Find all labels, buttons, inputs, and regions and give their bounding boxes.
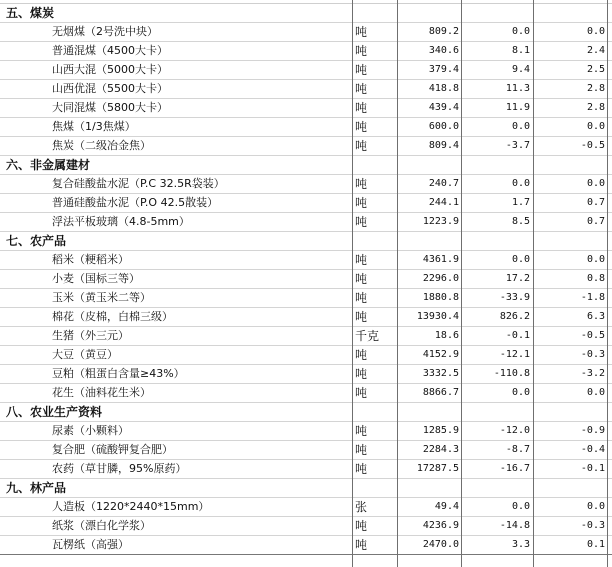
- price-cell: 2284.3: [422, 444, 459, 455]
- table-row: [0, 517, 612, 536]
- price-cell: 244.1: [428, 197, 459, 208]
- product-name: 焦煤（1/3焦煤）: [52, 120, 136, 133]
- percent-change-cell: 2.4: [586, 45, 605, 56]
- price-cell: 240.7: [428, 178, 459, 189]
- change-cell: 0.0: [511, 254, 530, 265]
- price-cell: 4361.9: [422, 254, 459, 265]
- column-divider: [352, 0, 353, 567]
- product-name: 山西优混（5500大卡）: [52, 82, 168, 95]
- unit-cell: 吨: [355, 120, 368, 134]
- product-name: 花生（油料花生米）: [52, 386, 151, 399]
- change-cell: -0.1: [505, 330, 530, 341]
- change-cell: 11.3: [505, 83, 530, 94]
- category-row: [0, 232, 612, 251]
- price-cell: 1285.9: [422, 425, 459, 436]
- product-name: 复合硅酸盐水泥（P.C 32.5R袋装）: [52, 177, 225, 190]
- category-row: [0, 479, 612, 498]
- product-name: 普通硅酸盐水泥（P.O 42.5散装）: [52, 196, 219, 209]
- price-cell: 2296.0: [422, 273, 459, 284]
- price-cell: 4152.9: [422, 349, 459, 360]
- price-cell: 600.0: [428, 121, 459, 132]
- change-cell: 1.7: [511, 197, 530, 208]
- price-cell: 2470.0: [422, 539, 459, 550]
- product-name: 生猪（外三元）: [52, 329, 129, 342]
- percent-change-cell: -0.3: [580, 520, 605, 531]
- category-title: 六、非金属建材: [6, 158, 91, 172]
- category-row: [0, 156, 612, 175]
- unit-cell: 吨: [355, 215, 368, 229]
- percent-change-cell: 0.8: [586, 273, 605, 284]
- unit-cell: 吨: [355, 424, 368, 438]
- product-name: 山西大混（5000大卡）: [52, 63, 168, 76]
- percent-change-cell: -0.5: [580, 140, 605, 151]
- product-name: 豆粕（粗蛋白含量≥43%）: [52, 367, 185, 380]
- percent-change-cell: -3.2: [580, 368, 605, 379]
- product-name: 纸浆（漂白化学浆）: [52, 519, 151, 532]
- change-cell: -12.0: [499, 425, 530, 436]
- table-row: [0, 80, 612, 99]
- table-row: [0, 137, 612, 156]
- unit-cell: 吨: [355, 101, 368, 115]
- percent-change-cell: 6.3: [586, 311, 605, 322]
- table-row: [0, 346, 612, 365]
- unit-cell: 张: [355, 500, 368, 514]
- unit-cell: 吨: [355, 139, 368, 153]
- price-cell: 1223.9: [422, 216, 459, 227]
- percent-change-cell: -0.4: [580, 444, 605, 455]
- product-name: 人造板（1220*2440*15mm）: [52, 500, 210, 513]
- column-divider: [533, 0, 534, 567]
- category-title: 五、煤炭: [6, 6, 55, 20]
- change-cell: -14.8: [499, 520, 530, 531]
- table-row: [0, 61, 612, 80]
- product-name: 瓦楞纸（高强）: [52, 538, 129, 551]
- change-cell: 8.5: [511, 216, 530, 227]
- price-cell: 379.4: [428, 64, 459, 75]
- table-row: [0, 441, 612, 460]
- product-name: 尿素（小颗料）: [52, 424, 129, 437]
- price-cell: 17287.5: [416, 463, 459, 474]
- product-name: 稻米（粳稻米）: [52, 253, 129, 266]
- product-name: 焦炭（二级冶金焦）: [52, 139, 151, 152]
- change-cell: 0.0: [511, 26, 530, 37]
- change-cell: 8.1: [511, 45, 530, 56]
- table-row: [0, 327, 612, 346]
- table-row: [0, 365, 612, 384]
- product-name: 大同混煤（5800大卡）: [52, 101, 168, 114]
- change-cell: 0.0: [511, 121, 530, 132]
- product-name: 玉米（黄玉米二等）: [52, 291, 151, 304]
- percent-change-cell: 2.8: [586, 83, 605, 94]
- percent-change-cell: 0.0: [586, 121, 605, 132]
- table-row: [0, 422, 612, 441]
- percent-change-cell: 0.0: [586, 178, 605, 189]
- percent-change-cell: -0.3: [580, 349, 605, 360]
- table-row: [0, 99, 612, 118]
- unit-cell: 吨: [355, 253, 368, 267]
- percent-change-cell: -0.9: [580, 425, 605, 436]
- category-title: 七、农产品: [6, 234, 67, 248]
- unit-cell: 吨: [355, 519, 368, 533]
- price-cell: 439.4: [428, 102, 459, 113]
- change-cell: -33.9: [499, 292, 530, 303]
- unit-cell: 吨: [355, 63, 368, 77]
- percent-change-cell: 0.0: [586, 501, 605, 512]
- column-divider: [397, 0, 398, 567]
- product-name: 普通混煤（4500大卡）: [52, 44, 168, 57]
- unit-cell: 吨: [355, 272, 368, 286]
- percent-change-cell: 0.0: [586, 387, 605, 398]
- product-name: 棉花（皮棉，白棉三级）: [52, 310, 173, 323]
- percent-change-cell: 0.0: [586, 26, 605, 37]
- table-row: [0, 384, 612, 403]
- change-cell: -12.1: [499, 349, 530, 360]
- change-cell: 0.0: [511, 178, 530, 189]
- unit-cell: 吨: [355, 44, 368, 58]
- percent-change-cell: -0.1: [580, 463, 605, 474]
- change-cell: 11.9: [505, 102, 530, 113]
- change-cell: 3.3: [511, 539, 530, 550]
- table-row: [0, 251, 612, 270]
- table-row: [0, 536, 612, 555]
- product-name: 浮法平板玻璃（4.8-5mm）: [52, 215, 190, 228]
- category-title: 九、林产品: [6, 481, 67, 495]
- unit-cell: 吨: [355, 462, 368, 476]
- change-cell: 17.2: [505, 273, 530, 284]
- percent-change-cell: -0.5: [580, 330, 605, 341]
- price-cell: 18.6: [434, 330, 459, 341]
- change-cell: 0.0: [511, 387, 530, 398]
- price-cell: 1880.8: [422, 292, 459, 303]
- category-title: 八、农业生产资料: [6, 405, 103, 419]
- table-row: [0, 42, 612, 61]
- price-cell: 340.6: [428, 45, 459, 56]
- change-cell: 9.4: [511, 64, 530, 75]
- column-divider: [607, 0, 608, 567]
- percent-change-cell: -1.8: [580, 292, 605, 303]
- table-row: [0, 175, 612, 194]
- table-row: [0, 498, 612, 517]
- table-row: [0, 213, 612, 232]
- unit-cell: 吨: [355, 538, 368, 552]
- change-cell: -8.7: [505, 444, 530, 455]
- product-name: 小麦（国标三等）: [52, 272, 140, 285]
- table-row: [0, 460, 612, 479]
- product-name: 复合肥（硫酸钾复合肥）: [52, 443, 173, 456]
- table-row: [0, 270, 612, 289]
- table-row: [0, 194, 612, 213]
- percent-change-cell: 0.7: [586, 197, 605, 208]
- product-name: 农药（草甘膦，95%原药）: [52, 462, 187, 475]
- category-row: [0, 403, 612, 422]
- price-cell: 8866.7: [422, 387, 459, 398]
- unit-cell: 千克: [355, 329, 380, 343]
- category-row: [0, 4, 612, 23]
- unit-cell: 吨: [355, 310, 368, 324]
- table-row: [0, 23, 612, 42]
- unit-cell: 吨: [355, 386, 368, 400]
- price-cell: 809.4: [428, 140, 459, 151]
- unit-cell: 吨: [355, 25, 368, 39]
- change-cell: -16.7: [499, 463, 530, 474]
- table-row: [0, 289, 612, 308]
- price-cell: 4236.9: [422, 520, 459, 531]
- change-cell: -3.7: [505, 140, 530, 151]
- price-cell: 49.4: [434, 501, 459, 512]
- percent-change-cell: 0.1: [586, 539, 605, 550]
- unit-cell: 吨: [355, 82, 368, 96]
- change-cell: 826.2: [499, 311, 530, 322]
- product-name: 无烟煤（2号洗中块）: [52, 25, 158, 38]
- price-cell: 13930.4: [416, 311, 459, 322]
- unit-cell: 吨: [355, 291, 368, 305]
- percent-change-cell: 2.5: [586, 64, 605, 75]
- product-name: 大豆（黄豆）: [52, 348, 118, 361]
- unit-cell: 吨: [355, 196, 368, 210]
- percent-change-cell: 0.0: [586, 254, 605, 265]
- change-cell: -110.8: [493, 368, 530, 379]
- percent-change-cell: 0.7: [586, 216, 605, 227]
- percent-change-cell: 2.8: [586, 102, 605, 113]
- price-cell: 3332.5: [422, 368, 459, 379]
- price-cell: 418.8: [428, 83, 459, 94]
- unit-cell: 吨: [355, 177, 368, 191]
- table-row: [0, 118, 612, 137]
- unit-cell: 吨: [355, 443, 368, 457]
- price-cell: 809.2: [428, 26, 459, 37]
- unit-cell: 吨: [355, 367, 368, 381]
- unit-cell: 吨: [355, 348, 368, 362]
- change-cell: 0.0: [511, 501, 530, 512]
- table-row: [0, 308, 612, 327]
- column-divider: [461, 0, 462, 567]
